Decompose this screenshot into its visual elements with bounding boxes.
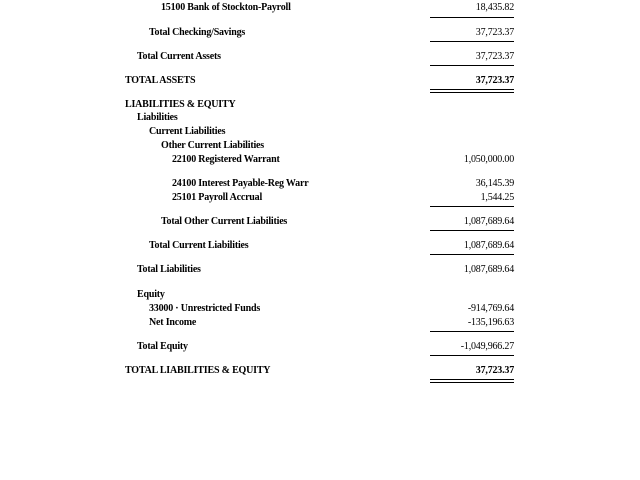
account-row bbox=[0, 153, 640, 167]
total-row bbox=[0, 50, 640, 64]
subtotal-rule bbox=[430, 41, 514, 42]
account-row bbox=[0, 191, 640, 205]
other-current-liabilities-heading: Other Current Liabilities bbox=[161, 140, 264, 151]
section-heading-row bbox=[0, 288, 640, 302]
subtotal-rule bbox=[430, 206, 514, 207]
total-equity-amount: -1,049,966.27 bbox=[460, 341, 514, 352]
current-liabilities-heading: Current Liabilities bbox=[149, 126, 226, 137]
section-heading-row bbox=[0, 111, 640, 125]
total-current-liabilities-label: Total Current Liabilities bbox=[149, 240, 249, 251]
account-row bbox=[0, 316, 640, 330]
subtotal-rule bbox=[430, 65, 514, 66]
subtotal-rule bbox=[430, 331, 514, 332]
total-other-current-liabilities-label: Total Other Current Liabilities bbox=[161, 216, 288, 227]
account-amount: -914,769.64 bbox=[467, 303, 514, 314]
section-heading-row bbox=[0, 139, 640, 153]
total-assets-amount: 37,723.37 bbox=[475, 75, 514, 86]
liabilities-heading: Liabilities bbox=[137, 112, 178, 123]
account-label: 22100 Registered Warrant bbox=[172, 154, 280, 165]
account-amount: 1,544.25 bbox=[480, 192, 514, 203]
total-checking-savings-label: Total Checking/Savings bbox=[149, 27, 246, 38]
account-amount: 18,435.82 bbox=[475, 2, 514, 13]
equity-heading: Equity bbox=[137, 289, 165, 300]
total-row bbox=[0, 239, 640, 253]
subtotal-rule bbox=[430, 230, 514, 231]
liabilities-equity-heading: LIABILITIES & EQUITY bbox=[125, 99, 236, 110]
total-liabilities-equity-label: TOTAL LIABILITIES & EQUITY bbox=[125, 365, 271, 376]
grand-total-row bbox=[0, 364, 640, 378]
total-row bbox=[0, 26, 640, 40]
grand-total-row bbox=[0, 74, 640, 88]
total-row bbox=[0, 263, 640, 277]
section-heading-row bbox=[0, 125, 640, 139]
total-current-liabilities-amount: 1,087,689.64 bbox=[463, 240, 514, 251]
total-equity-label: Total Equity bbox=[137, 341, 188, 352]
grand-total-double-rule bbox=[430, 89, 514, 93]
account-row bbox=[0, 177, 640, 191]
account-row bbox=[0, 1, 640, 15]
total-liabilities-equity-amount: 37,723.37 bbox=[475, 365, 514, 376]
total-other-current-liabilities-amount: 1,087,689.64 bbox=[463, 216, 514, 227]
total-liabilities-amount: 1,087,689.64 bbox=[463, 264, 514, 275]
account-row bbox=[0, 302, 640, 316]
grand-total-double-rule bbox=[430, 379, 514, 383]
account-label: 15100 Bank of Stockton-Payroll bbox=[161, 2, 291, 13]
subtotal-rule bbox=[430, 17, 514, 18]
account-amount: 36,145.39 bbox=[475, 178, 514, 189]
total-row bbox=[0, 215, 640, 229]
account-label: Net Income bbox=[149, 317, 197, 328]
account-label: 24100 Interest Payable-Reg Warr bbox=[172, 178, 309, 189]
total-row bbox=[0, 340, 640, 354]
subtotal-rule bbox=[430, 254, 514, 255]
account-label: 25101 Payroll Accrual bbox=[172, 192, 263, 203]
total-checking-savings-amount: 37,723.37 bbox=[475, 27, 514, 38]
section-heading-row bbox=[0, 98, 640, 112]
total-current-assets-amount: 37,723.37 bbox=[475, 51, 514, 62]
total-liabilities-label: Total Liabilities bbox=[137, 264, 201, 275]
total-current-assets-label: Total Current Assets bbox=[137, 51, 221, 62]
subtotal-rule bbox=[430, 355, 514, 356]
total-assets-label: TOTAL ASSETS bbox=[125, 75, 196, 86]
account-amount: 1,050,000.00 bbox=[463, 154, 514, 165]
account-amount: -135,196.63 bbox=[467, 317, 514, 328]
account-label: 33000 · Unrestricted Funds bbox=[149, 303, 261, 314]
